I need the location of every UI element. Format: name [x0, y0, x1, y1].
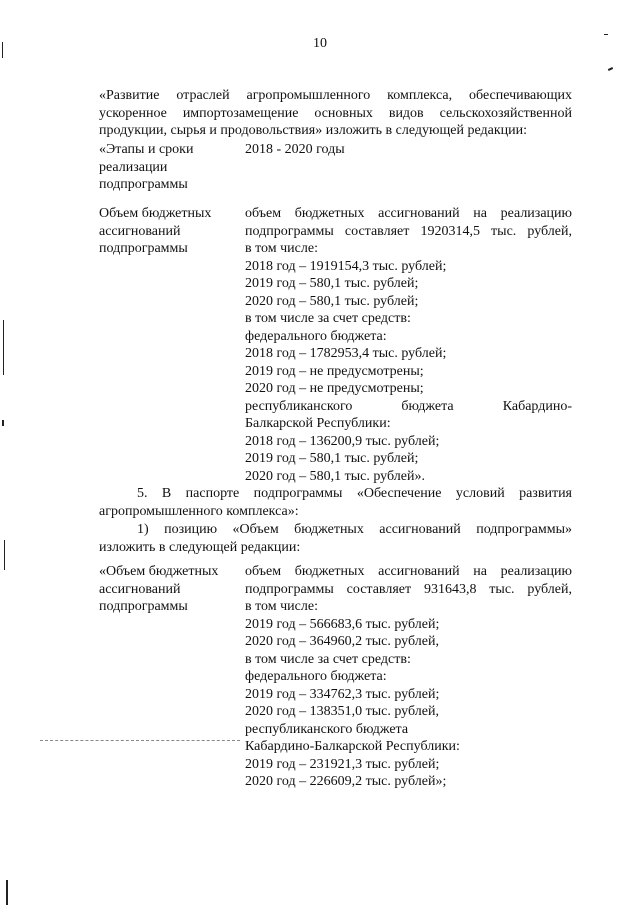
- scan-corner-mark: [608, 67, 613, 71]
- value-line: объем бюджетных ассигнований на реализацию: [245, 564, 572, 579]
- value-line: подпрограммы составляет 1920314,5 тыс. рублей,: [245, 223, 572, 239]
- page-number: 10: [313, 36, 327, 51]
- scan-edge-mark: [3, 320, 4, 375]
- value-line: 2019 год – 580,1 тыс. рублей;: [245, 451, 419, 466]
- intro-paragraph: [99, 87, 572, 140]
- item-1-line: 1) позицию «Объем бюджетных ассигнований подпрограммы»: [137, 522, 572, 537]
- budget-label: [99, 205, 239, 258]
- section-5-line: 5. В паспорте подпрограммы «Обеспечение условий развития: [137, 486, 572, 501]
- label-line: подпрограммы: [99, 177, 188, 192]
- section-5-line: агропромышленного комплекса»:: [99, 503, 299, 519]
- value-line: 2018 - 2020 годы: [245, 142, 345, 157]
- item-1-paragraph: [99, 521, 572, 556]
- value-line: федерального бюджета:: [245, 669, 387, 684]
- label-line: ассигнований: [99, 581, 181, 597]
- item-1-line: изложить в следующей редакции:: [99, 539, 301, 555]
- label-line: «Этапы и сроки: [99, 142, 194, 157]
- label-line: подпрограммы: [99, 599, 188, 614]
- section-5-paragraph: [99, 485, 572, 520]
- value-line: республиканского бюджета Кабардино-: [245, 398, 572, 414]
- value-line: 2019 год – 580,1 тыс. рублей;: [245, 276, 419, 291]
- value-line: 2019 год – 231921,3 тыс. рублей;: [245, 756, 440, 772]
- stages-label: [99, 141, 239, 194]
- intro-line: продукции, сырья и продовольствия» изложить в следующей редакции:: [99, 123, 527, 138]
- scan-edge-mark: [2, 420, 4, 426]
- value-line: 2019 год – 334762,3 тыс. рублей;: [245, 686, 440, 702]
- stages-value: [245, 141, 572, 159]
- value-line: подпрограммы составляет 931643,8 тыс. рублей,: [245, 581, 572, 597]
- value-line: 2018 год – 1919154,3 тыс. рублей;: [245, 258, 447, 274]
- value-line: 2020 год – 138351,0 тыс. рублей,: [245, 704, 439, 719]
- label-line: реализации: [99, 159, 168, 175]
- label-line: Объем бюджетных: [99, 206, 212, 221]
- intro-line: ускоренное импортозамещение основных видов сельскохозяйственной: [99, 105, 572, 121]
- value-line: в том числе:: [245, 599, 318, 614]
- intro-line: «Развитие отраслей агропромышленного комплекса, обеспечивающих: [99, 88, 572, 103]
- label-line: ассигнований: [99, 223, 181, 239]
- value-line: 2018 год – 136200,9 тыс. рублей;: [245, 433, 440, 449]
- value-line: 2020 год – не предусмотрены;: [245, 381, 424, 396]
- value-line: Кабардино-Балкарской Республики:: [245, 739, 460, 754]
- value-line: 2018 год – 1782953,4 тыс. рублей;: [245, 346, 447, 361]
- value-line: в том числе за счет средств:: [245, 311, 411, 326]
- value-line: 2019 год – 566683,6 тыс. рублей;: [245, 616, 440, 632]
- label-line: «Объем бюджетных: [99, 564, 219, 579]
- scan-corner-mark: [604, 34, 608, 35]
- value-line: федерального бюджета:: [245, 328, 387, 344]
- value-line: республиканского бюджета: [245, 721, 409, 737]
- value-line: в том числе за счет средств:: [245, 651, 411, 667]
- budget-label-2: [99, 563, 239, 616]
- value-line: Балкарской Республики:: [245, 416, 391, 431]
- value-line: 2019 год – не предусмотрены;: [245, 363, 424, 379]
- value-line: 2020 год – 364960,2 тыс. рублей,: [245, 634, 439, 649]
- budget-value: [245, 205, 572, 485]
- budget-value-2: [245, 563, 572, 791]
- scan-edge-mark: [6, 880, 8, 905]
- label-line: подпрограммы: [99, 241, 188, 256]
- value-line: объем бюджетных ассигнований на реализацию: [245, 206, 572, 221]
- scan-edge-mark: [2, 42, 3, 58]
- value-line: 2020 год – 580,1 тыс. рублей;: [245, 293, 419, 309]
- scan-edge-mark: [4, 540, 5, 570]
- value-line: 2020 год – 580,1 тыс. рублей».: [245, 468, 425, 484]
- value-line: в том числе:: [245, 241, 318, 256]
- value-line: 2020 год – 226609,2 тыс. рублей»;: [245, 774, 447, 789]
- scan-dashed-line: [40, 740, 240, 741]
